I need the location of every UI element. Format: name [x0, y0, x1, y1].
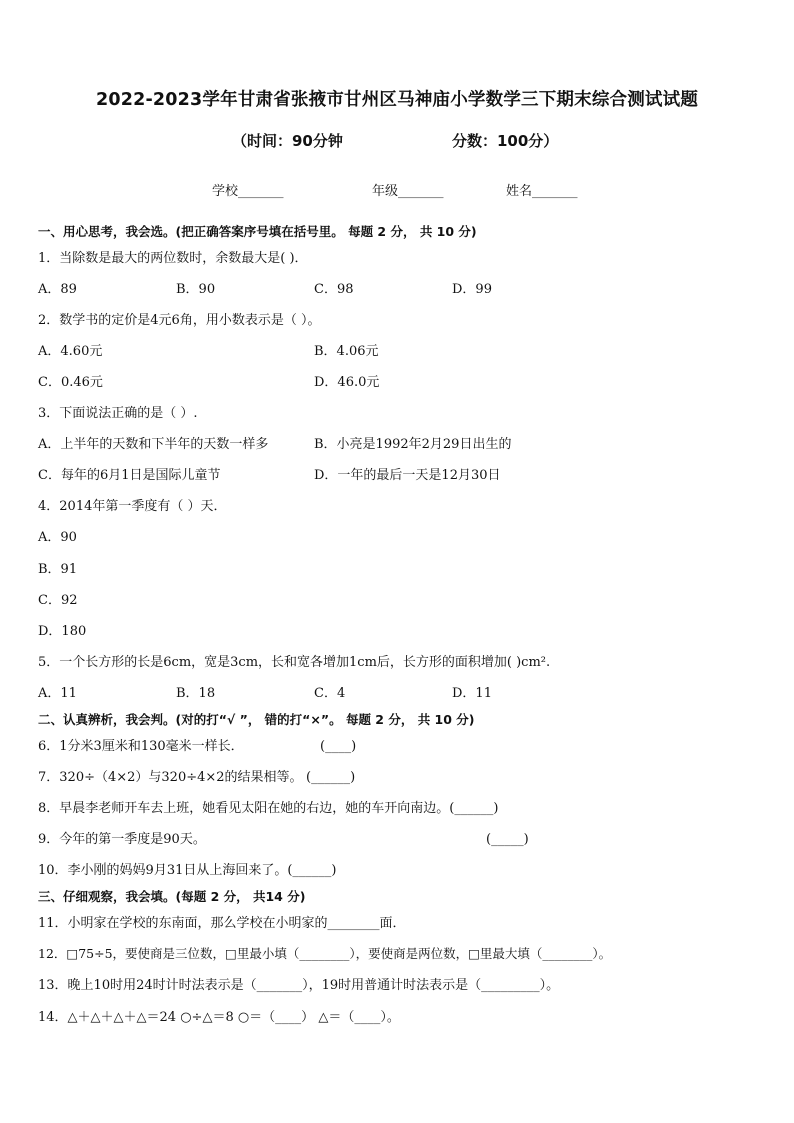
section-2-heading: 二、认真辨析，我会判。(对的打“√ ”， 错的打“×”。 每题 2 分， 共 10 分) — [38, 712, 475, 727]
page-title: 2022-2023学年甘肃省张掖市甘州区马神庙小学数学三下期末综合测试试题 — [95, 90, 699, 110]
question-7: 7．320÷（4×2）与320÷4×2的结果相等。 — [38, 770, 303, 785]
question-13: 13．晚上10时用24时计时法表示是（_______），19时用普通计时法表示是（_________）。 — [38, 978, 560, 993]
q3-option-c: C．每年的6月1日是国际儿童节 — [38, 468, 221, 483]
grade-field: 年级_______ — [372, 184, 444, 199]
q5-option-b: B．18 — [176, 686, 216, 701]
q2-option-a: A．4.60元 — [38, 344, 103, 359]
question-4: 4．2014年第一季度有（ ）天． — [38, 499, 227, 514]
q5-option-d: D．11 — [452, 686, 492, 701]
q3-option-d: D．一年的最后一天是12月30日 — [314, 468, 501, 483]
q9-answer-blank: (_____) — [486, 832, 529, 847]
q1-option-c: C．98 — [314, 282, 354, 297]
q1-option-b: B．90 — [176, 282, 216, 297]
q2-option-c: C．0.46元 — [38, 375, 103, 390]
school-field: 学校_______ — [212, 184, 284, 199]
q3-option-a: A．上半年的天数和下半年的天数一样多 — [38, 437, 269, 452]
score-label: 分数：100分） — [452, 132, 559, 150]
q2-option-d: D．46.0元 — [314, 375, 380, 390]
q3-option-b: B．小亮是1992年2月29日出生的 — [314, 437, 512, 452]
name-field: 姓名_______ — [506, 184, 578, 199]
question-11: 11．小明家在学校的东南面，那么学校在小明家的________面． — [38, 916, 406, 931]
question-6: 6．1分米3厘米和130毫米一样长． — [38, 739, 244, 754]
q5-option-c: C．4 — [314, 686, 346, 701]
q1-option-d: D．99 — [452, 282, 492, 297]
section-3-heading: 三、仔细观察，我会填。(每题 2 分， 共14 分) — [38, 889, 306, 904]
q4-option-d: D．180 — [38, 624, 87, 639]
q4-option-c: C．92 — [38, 593, 78, 608]
question-3: 3．下面说法正确的是（ ）. — [38, 406, 198, 421]
q4-option-b: B．91 — [38, 562, 78, 577]
question-12: 12．□75÷5，要使商是三位数，□里最小填（________），要使商是两位数，□里最大填（________）。 — [38, 946, 612, 961]
question-8: 8．早晨李老师开车去上班，她看见太阳在她的右边，她的车开向南边。(______) — [38, 801, 499, 816]
q4-option-a: A．90 — [38, 530, 77, 545]
question-9: 9．今年的第一季度是90天。 — [38, 832, 206, 847]
question-10: 10．李小刚的妈妈9月31日从上海回来了。(______) — [38, 863, 337, 878]
time-label: （时间：90分钟 — [232, 132, 343, 150]
q1-option-a: A．89 — [38, 282, 77, 297]
q6-answer-blank: (____) — [320, 739, 357, 754]
section-1-heading: 一、用心思考，我会选。(把正确答案序号填在括号里。 每题 2 分， 共 10 分) — [38, 224, 477, 239]
q2-option-b: B．4.06元 — [314, 344, 379, 359]
q7-answer-blank: (______) — [306, 770, 356, 785]
question-2: 2．数学书的定价是4元6角，用小数表示是（ ）。 — [38, 313, 321, 328]
question-14: 14．△＋△＋△＋△＝24 ○÷△＝8 ○＝（____） △＝（____）。 — [38, 1010, 400, 1025]
question-5: 5．一个长方形的长是6cm，宽是3cm，长和宽各增加1cm后，长方形的面积增加( )cm². — [38, 655, 551, 670]
q5-option-a: A．11 — [38, 686, 77, 701]
question-1: 1．当除数是最大的两位数时，余数最大是( )． — [38, 251, 308, 266]
